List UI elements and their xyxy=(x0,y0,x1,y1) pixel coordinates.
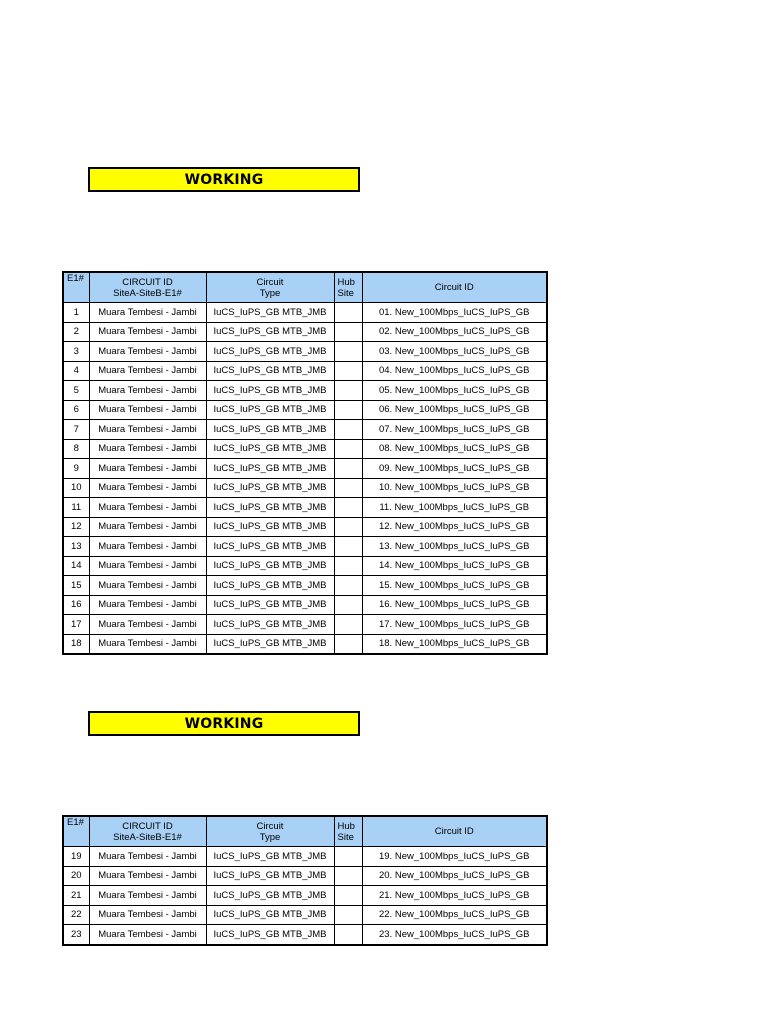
cell-e1-number: 12 xyxy=(63,517,89,537)
cell-circuit-type: IuCS_IuPS_GB MTB_JMB xyxy=(206,595,334,615)
cell-site-route: Muara Tembesi - Jambi xyxy=(89,400,206,420)
table-row xyxy=(63,342,547,362)
table-row xyxy=(63,576,547,596)
cell-circuit-type: IuCS_IuPS_GB MTB_JMB xyxy=(206,361,334,381)
cell-e1-number: 9 xyxy=(63,459,89,479)
cell-circuit-id: 15. New_100Mbps_IuCS_IuPS_GB xyxy=(362,576,547,596)
table-row xyxy=(63,322,547,342)
header-circuit-type-line2: Type xyxy=(259,287,281,299)
cell-hub-site xyxy=(334,595,362,615)
header-circuit-type xyxy=(206,816,334,847)
cell-e1-number: 22 xyxy=(63,905,89,925)
cell-site-route: Muara Tembesi - Jambi xyxy=(89,459,206,479)
cell-site-route: Muara Tembesi - Jambi xyxy=(89,439,206,459)
cell-site-route: Muara Tembesi - Jambi xyxy=(89,595,206,615)
header-circuit-id-line1: CIRCUIT ID xyxy=(122,276,173,288)
cell-circuit-id: 07. New_100Mbps_IuCS_IuPS_GB xyxy=(362,420,547,440)
cell-hub-site xyxy=(334,866,362,886)
table-row xyxy=(63,303,547,323)
header-circuit-id xyxy=(89,272,206,303)
cell-site-route: Muara Tembesi - Jambi xyxy=(89,615,206,635)
cell-e1-number: 19 xyxy=(63,847,89,867)
cell-e1-number: 14 xyxy=(63,556,89,576)
cell-circuit-type: IuCS_IuPS_GB MTB_JMB xyxy=(206,400,334,420)
cell-circuit-id: 20. New_100Mbps_IuCS_IuPS_GB xyxy=(362,866,547,886)
table-row xyxy=(63,537,547,557)
cell-circuit-type: IuCS_IuPS_GB MTB_JMB xyxy=(206,342,334,362)
header-circuit-id-2: Circuit ID xyxy=(362,816,547,847)
table-row xyxy=(63,925,547,945)
table-body xyxy=(63,303,547,655)
cell-circuit-id: 04. New_100Mbps_IuCS_IuPS_GB xyxy=(362,361,547,381)
header-e1: E1# xyxy=(63,272,89,303)
cell-circuit-id: 08. New_100Mbps_IuCS_IuPS_GB xyxy=(362,439,547,459)
cell-circuit-type: IuCS_IuPS_GB MTB_JMB xyxy=(206,381,334,401)
table-row xyxy=(63,615,547,635)
cell-e1-number: 8 xyxy=(63,439,89,459)
cell-e1-number: 6 xyxy=(63,400,89,420)
cell-circuit-id: 12. New_100Mbps_IuCS_IuPS_GB xyxy=(362,517,547,537)
cell-circuit-type: IuCS_IuPS_GB MTB_JMB xyxy=(206,420,334,440)
cell-circuit-id: 03. New_100Mbps_IuCS_IuPS_GB xyxy=(362,342,547,362)
cell-circuit-type: IuCS_IuPS_GB MTB_JMB xyxy=(206,556,334,576)
cell-circuit-id: 11. New_100Mbps_IuCS_IuPS_GB xyxy=(362,498,547,518)
cell-e1-number: 23 xyxy=(63,925,89,945)
cell-circuit-id: 01. New_100Mbps_IuCS_IuPS_GB xyxy=(362,303,547,323)
cell-circuit-type: IuCS_IuPS_GB MTB_JMB xyxy=(206,905,334,925)
cell-circuit-id: 16. New_100Mbps_IuCS_IuPS_GB xyxy=(362,595,547,615)
table-row xyxy=(63,634,547,654)
cell-circuit-type: IuCS_IuPS_GB MTB_JMB xyxy=(206,517,334,537)
cell-hub-site xyxy=(334,342,362,362)
header-circuit-id-2: Circuit ID xyxy=(362,272,547,303)
cell-site-route: Muara Tembesi - Jambi xyxy=(89,478,206,498)
cell-hub-site xyxy=(334,537,362,557)
header-circuit-id-line2: SiteA-SiteB-E1# xyxy=(113,287,182,299)
cell-e1-number: 2 xyxy=(63,322,89,342)
cell-site-route: Muara Tembesi - Jambi xyxy=(89,866,206,886)
cell-hub-site xyxy=(334,303,362,323)
header-hub-line2: Site xyxy=(337,287,354,299)
cell-e1-number: 10 xyxy=(63,478,89,498)
cell-circuit-type: IuCS_IuPS_GB MTB_JMB xyxy=(206,322,334,342)
cell-site-route: Muara Tembesi - Jambi xyxy=(89,925,206,945)
cell-hub-site xyxy=(334,615,362,635)
cell-circuit-id: 02. New_100Mbps_IuCS_IuPS_GB xyxy=(362,322,547,342)
header-hub-line1: Hub xyxy=(337,820,355,832)
table-row xyxy=(63,498,547,518)
cell-site-route: Muara Tembesi - Jambi xyxy=(89,517,206,537)
cell-e1-number: 18 xyxy=(63,634,89,654)
cell-circuit-type: IuCS_IuPS_GB MTB_JMB xyxy=(206,634,334,654)
cell-e1-number: 15 xyxy=(63,576,89,596)
circuit-table xyxy=(62,815,548,946)
cell-hub-site xyxy=(334,381,362,401)
cell-circuit-id: 06. New_100Mbps_IuCS_IuPS_GB xyxy=(362,400,547,420)
header-hub-line2: Site xyxy=(337,831,354,843)
table-row xyxy=(63,381,547,401)
circuit-table xyxy=(62,271,548,655)
cell-circuit-type: IuCS_IuPS_GB MTB_JMB xyxy=(206,576,334,596)
cell-e1-number: 4 xyxy=(63,361,89,381)
cell-e1-number: 7 xyxy=(63,420,89,440)
cell-circuit-type: IuCS_IuPS_GB MTB_JMB xyxy=(206,925,334,945)
table-header-row xyxy=(63,816,547,847)
cell-e1-number: 11 xyxy=(63,498,89,518)
cell-site-route: Muara Tembesi - Jambi xyxy=(89,886,206,906)
cell-site-route: Muara Tembesi - Jambi xyxy=(89,303,206,323)
cell-hub-site xyxy=(334,361,362,381)
cell-circuit-type: IuCS_IuPS_GB MTB_JMB xyxy=(206,866,334,886)
cell-circuit-id: 05. New_100Mbps_IuCS_IuPS_GB xyxy=(362,381,547,401)
cell-site-route: Muara Tembesi - Jambi xyxy=(89,537,206,557)
cell-circuit-id: 13. New_100Mbps_IuCS_IuPS_GB xyxy=(362,537,547,557)
cell-hub-site xyxy=(334,439,362,459)
table-row xyxy=(63,866,547,886)
cell-e1-number: 17 xyxy=(63,615,89,635)
table-row xyxy=(63,886,547,906)
header-circuit-type xyxy=(206,272,334,303)
cell-site-route: Muara Tembesi - Jambi xyxy=(89,905,206,925)
cell-circuit-type: IuCS_IuPS_GB MTB_JMB xyxy=(206,615,334,635)
cell-circuit-id: 14. New_100Mbps_IuCS_IuPS_GB xyxy=(362,556,547,576)
cell-circuit-type: IuCS_IuPS_GB MTB_JMB xyxy=(206,478,334,498)
cell-hub-site xyxy=(334,420,362,440)
cell-site-route: Muara Tembesi - Jambi xyxy=(89,342,206,362)
cell-hub-site xyxy=(334,576,362,596)
header-circuit-id xyxy=(89,816,206,847)
table-row xyxy=(63,905,547,925)
header-circuit-id-line1: CIRCUIT ID xyxy=(122,820,173,832)
cell-hub-site xyxy=(334,322,362,342)
cell-site-route: Muara Tembesi - Jambi xyxy=(89,420,206,440)
cell-hub-site xyxy=(334,634,362,654)
cell-circuit-id: 09. New_100Mbps_IuCS_IuPS_GB xyxy=(362,459,547,479)
cell-circuit-type: IuCS_IuPS_GB MTB_JMB xyxy=(206,498,334,518)
table-row xyxy=(63,400,547,420)
cell-circuit-id: 17. New_100Mbps_IuCS_IuPS_GB xyxy=(362,615,547,635)
cell-e1-number: 13 xyxy=(63,537,89,557)
cell-circuit-type: IuCS_IuPS_GB MTB_JMB xyxy=(206,537,334,557)
header-e1: E1# xyxy=(63,816,89,847)
cell-site-route: Muara Tembesi - Jambi xyxy=(89,556,206,576)
cell-circuit-id: 10. New_100Mbps_IuCS_IuPS_GB xyxy=(362,478,547,498)
working-banner: WORKING xyxy=(88,167,360,192)
header-circuit-type-line1: Circuit xyxy=(256,276,284,288)
cell-hub-site xyxy=(334,478,362,498)
table-row xyxy=(63,420,547,440)
working-banner: WORKING xyxy=(88,711,360,736)
table-row xyxy=(63,517,547,537)
cell-circuit-id: 18. New_100Mbps_IuCS_IuPS_GB xyxy=(362,634,547,654)
cell-circuit-type: IuCS_IuPS_GB MTB_JMB xyxy=(206,847,334,867)
cell-circuit-id: 19. New_100Mbps_IuCS_IuPS_GB xyxy=(362,847,547,867)
header-hub-site xyxy=(334,272,362,303)
cell-circuit-id: 21. New_100Mbps_IuCS_IuPS_GB xyxy=(362,886,547,906)
table-row xyxy=(63,459,547,479)
cell-e1-number: 20 xyxy=(63,866,89,886)
cell-site-route: Muara Tembesi - Jambi xyxy=(89,847,206,867)
cell-circuit-type: IuCS_IuPS_GB MTB_JMB xyxy=(206,459,334,479)
cell-hub-site xyxy=(334,459,362,479)
cell-site-route: Muara Tembesi - Jambi xyxy=(89,361,206,381)
table-body xyxy=(63,847,547,945)
header-circuit-type-line1: Circuit xyxy=(256,820,284,832)
cell-e1-number: 16 xyxy=(63,595,89,615)
cell-site-route: Muara Tembesi - Jambi xyxy=(89,498,206,518)
table-row xyxy=(63,595,547,615)
table-row xyxy=(63,361,547,381)
cell-e1-number: 3 xyxy=(63,342,89,362)
cell-site-route: Muara Tembesi - Jambi xyxy=(89,322,206,342)
cell-e1-number: 21 xyxy=(63,886,89,906)
cell-hub-site xyxy=(334,925,362,945)
table-row xyxy=(63,556,547,576)
cell-hub-site xyxy=(334,886,362,906)
table-row xyxy=(63,478,547,498)
cell-hub-site xyxy=(334,498,362,518)
cell-circuit-type: IuCS_IuPS_GB MTB_JMB xyxy=(206,303,334,323)
table-row xyxy=(63,439,547,459)
cell-hub-site xyxy=(334,517,362,537)
cell-circuit-type: IuCS_IuPS_GB MTB_JMB xyxy=(206,439,334,459)
cell-hub-site xyxy=(334,905,362,925)
cell-e1-number: 5 xyxy=(63,381,89,401)
table-header-row xyxy=(63,272,547,303)
cell-hub-site xyxy=(334,556,362,576)
cell-hub-site xyxy=(334,847,362,867)
cell-site-route: Muara Tembesi - Jambi xyxy=(89,381,206,401)
header-circuit-id-line2: SiteA-SiteB-E1# xyxy=(113,831,182,843)
cell-e1-number: 1 xyxy=(63,303,89,323)
header-circuit-type-line2: Type xyxy=(259,831,281,843)
cell-hub-site xyxy=(334,400,362,420)
cell-circuit-id: 22. New_100Mbps_IuCS_IuPS_GB xyxy=(362,905,547,925)
cell-site-route: Muara Tembesi - Jambi xyxy=(89,576,206,596)
header-hub-site xyxy=(334,816,362,847)
cell-circuit-id: 23. New_100Mbps_IuCS_IuPS_GB xyxy=(362,925,547,945)
cell-circuit-type: IuCS_IuPS_GB MTB_JMB xyxy=(206,886,334,906)
table-row xyxy=(63,847,547,867)
header-hub-line1: Hub xyxy=(337,276,355,288)
cell-site-route: Muara Tembesi - Jambi xyxy=(89,634,206,654)
